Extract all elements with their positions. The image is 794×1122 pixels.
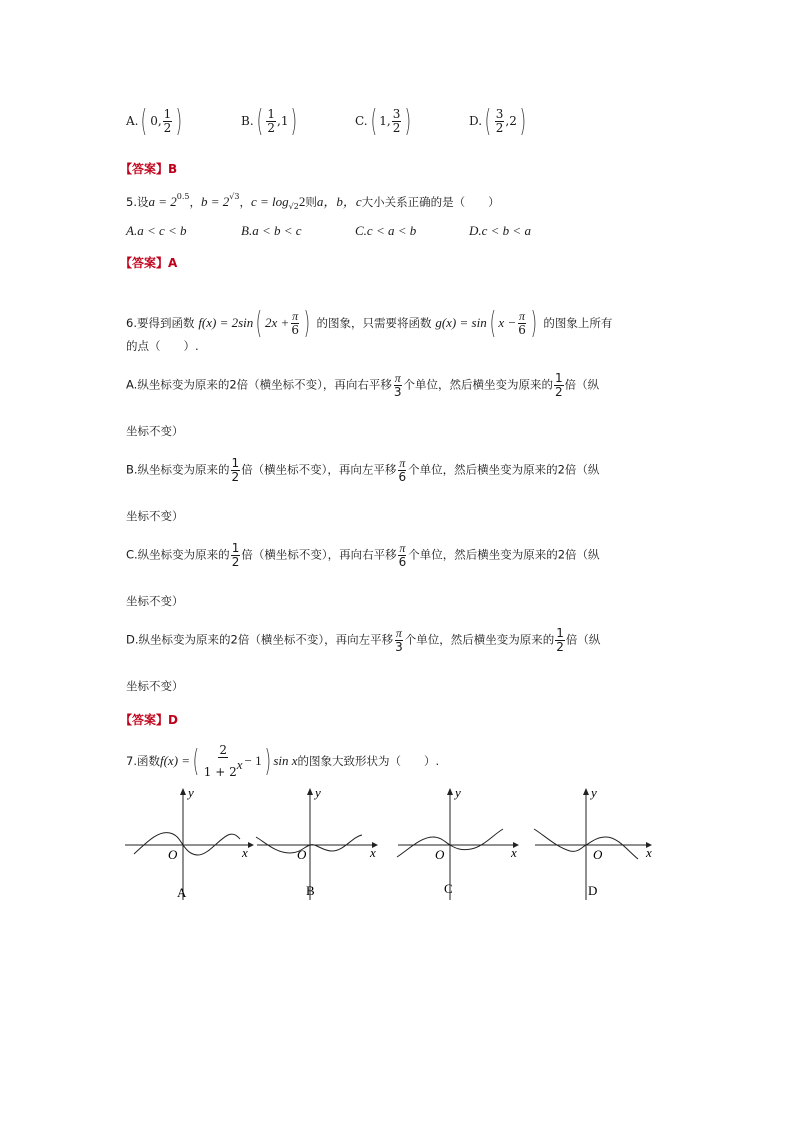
- q7-graph-b: [252, 785, 392, 905]
- curve: [134, 833, 240, 855]
- q4-answer: 【答案】B: [120, 162, 178, 176]
- q6-option-d-wrap: 坐标不变）: [126, 679, 184, 693]
- q6-stem-line1: 6.要得到函数 f(x) = 2sin( 2x + $\frac{\pi}{6}$ ) 的图象，只需要将函数 g(x) = sin( x − $\frac{\pi}{6}$ ) 的图象上所有: [126, 306, 613, 341]
- q6-stem-line2: 的点（ ）.: [126, 339, 199, 353]
- curve: [256, 835, 362, 853]
- graph-option-label: C: [444, 881, 453, 896]
- axis-y-label: y: [591, 785, 597, 800]
- graph-option-label: A: [177, 885, 187, 900]
- q4-option-c: C.( 1, $\frac{3}{2}$ ): [355, 104, 412, 139]
- origin-label: O: [435, 847, 445, 862]
- q6-option-c-wrap: 坐标不变）: [126, 594, 184, 608]
- q7-graph-c: [393, 785, 533, 905]
- q6-option-d: D.纵坐标变为原来的2倍（横坐标不变），再向左平移 $\frac{\pi}{3}$ 个单位，然后横坐变为原来的 $\frac{1}{2}$ 倍（纵: [126, 626, 601, 654]
- q6-option-c: C.纵坐标变为原来的 $\frac{1}{2}$ 倍（横坐标不变），再向右平移 $\frac{\pi}{6}$ 个单位，然后横坐变为原来的2倍（纵: [126, 541, 600, 569]
- axis-y-label: y: [315, 785, 321, 800]
- q4-option-a: A.( 0, $\frac{1}{2}$ ): [126, 104, 183, 139]
- q5-answer: 【答案】A: [120, 256, 178, 270]
- y-axis-arrow: [583, 788, 589, 795]
- q5-stem: 5.设$a = 2^{0.5}$，$b = 2^{√3}$，$c = \log_{√2}2$则a，b，c大小关系正确的是（ ）: [126, 192, 500, 211]
- q6-option-a-wrap: 坐标不变）: [126, 424, 184, 438]
- axis-y-label: y: [188, 785, 194, 800]
- axis-x-label: x: [242, 845, 248, 860]
- q7-stem: 7.函数f(x) =( $\frac{2}{1 + 2^x}$ − 1) sin x的图象大致形状为（ ）.: [126, 743, 440, 779]
- q5-option-a: A.a < c < b: [126, 223, 187, 238]
- y-axis-arrow: [180, 788, 186, 795]
- q7-graph-a: [120, 785, 260, 905]
- q6-option-b: B.纵坐标变为原来的 $\frac{1}{2}$ 倍（横坐标不变），再向左平移 $\frac{\pi}{6}$ 个单位，然后横坐变为原来的2倍（纵: [126, 456, 600, 484]
- q5-option-b: B.a < b < c: [241, 223, 302, 238]
- origin-label: O: [168, 847, 178, 862]
- q5-option-d: D.c < b < a: [469, 223, 531, 238]
- graph-option-label: D: [588, 883, 598, 898]
- q6-option-b-wrap: 坐标不变）: [126, 509, 184, 523]
- q6-answer: 【答案】D: [120, 713, 178, 727]
- axis-x-label: x: [511, 845, 517, 860]
- y-axis-arrow: [307, 788, 313, 795]
- axis-x-label: x: [646, 845, 652, 860]
- axis-y-label: y: [455, 785, 461, 800]
- q7-graph-d: [530, 785, 670, 905]
- origin-label: O: [297, 847, 307, 862]
- q5-option-c: C.c < a < b: [355, 223, 417, 238]
- q6-option-a: A.纵坐标变为原来的2倍（横坐标不变），再向右平移 $\frac{\pi}{3}$ 个单位，然后横坐变为原来的 $\frac{1}{2}$ 倍（纵: [126, 371, 600, 399]
- origin-label: O: [593, 847, 603, 862]
- graph-option-label: B: [306, 883, 315, 898]
- axis-x-label: x: [370, 845, 376, 860]
- q4-option-d: D.( $\frac{3}{2}$ ,2): [469, 104, 526, 139]
- y-axis-arrow: [447, 788, 453, 795]
- q4-option-b: B.( $\frac{1}{2}$ ,1): [241, 104, 298, 139]
